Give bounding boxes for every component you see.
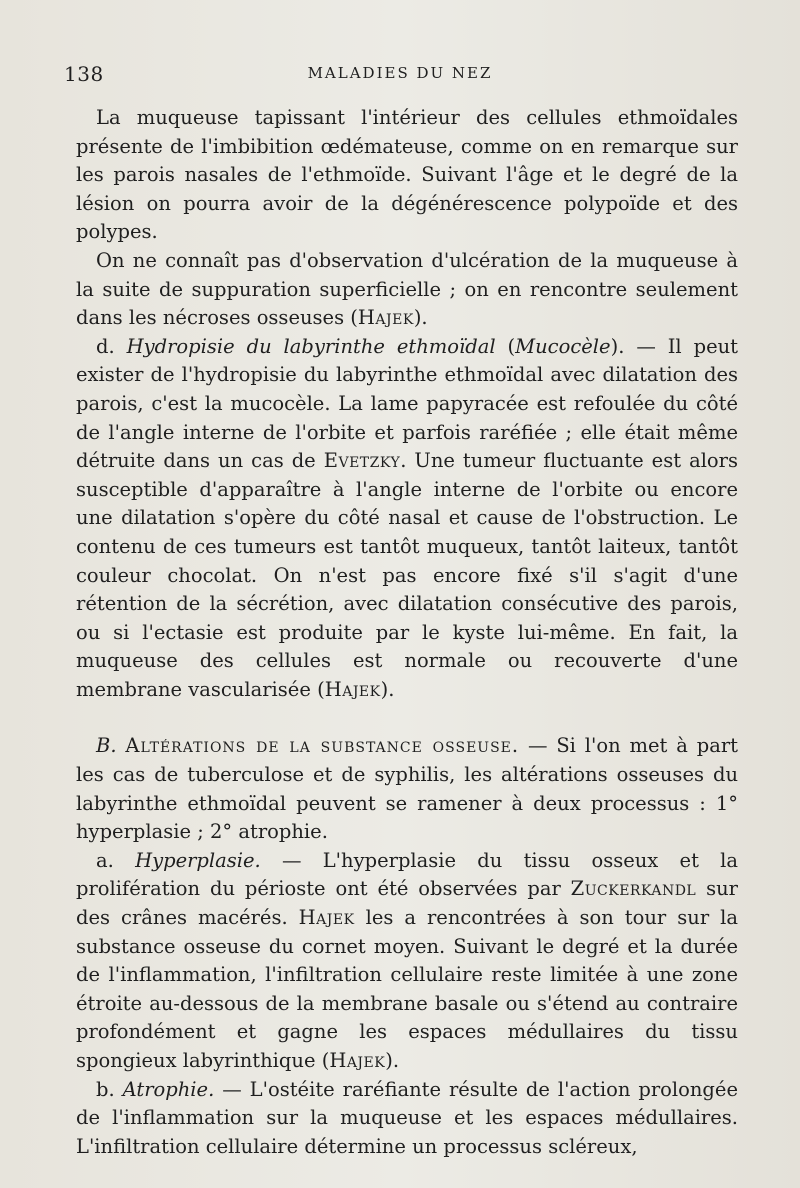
paragraph-mucosa bbox=[76, 104, 738, 247]
item-label: d. bbox=[96, 334, 115, 358]
item-title: Hyperplasie. bbox=[135, 848, 261, 872]
author-name: Hajek bbox=[329, 1049, 386, 1072]
paragraph-text: . Une tumeur fluctuante est alors susceptible d'apparaître à l'angle interne de l'orbite ou encore une dilatation s'opère du côté nasal et cause de l'obstruction. Le contenu de ces tumeurs est tantôt muqueux, tantôt laiteux, tantôt couleur chocolat. On n'est pas encore fixé s'il s'agit d'une rétention de la sécrétion, avec dilatation consécutive des parois, ou si l'ectasie est produite par le kyste lui-même. En fait, la muqueuse des cellules est normale ou recouverte d'une membrane vascularisée ( bbox=[76, 449, 738, 701]
author-name: Hajek bbox=[324, 677, 381, 701]
paragraph-text: ). bbox=[380, 677, 395, 701]
author-name: Zuckerkandl bbox=[570, 877, 697, 901]
page-header bbox=[64, 62, 736, 88]
paragraph-text: — L'ostéite raréfiante résulte de l'action prolongée de l'inflammation sur la muqueuse et les espaces médullaires. L'infiltration cellulaire détermine un processus scléreux, bbox=[76, 1077, 738, 1158]
paragraph-text: ( bbox=[495, 334, 516, 358]
paragraph-text: ). bbox=[385, 1049, 400, 1072]
paragraph-text: ). bbox=[610, 334, 625, 358]
paragraph-ulceration bbox=[76, 247, 738, 333]
author-name: Hajek bbox=[298, 906, 355, 930]
section-label: B. bbox=[96, 734, 117, 758]
paragraph-hyperplasie bbox=[76, 847, 738, 1076]
paragraph-text: — L'hyperplasie du tissu osseux et la prolifération du périoste ont été observées par bbox=[76, 848, 738, 901]
section-spacer bbox=[76, 704, 738, 732]
running-title: MALADIES DU NEZ bbox=[307, 64, 493, 82]
item-title: Hydropisie du labyrinthe ethmoïdal bbox=[126, 334, 496, 358]
item-label: b. bbox=[96, 1077, 115, 1101]
paragraph-hydropisie bbox=[76, 333, 738, 705]
section-title: Altérations de la substance osseuse. bbox=[125, 734, 520, 758]
paragraph-text: sur des crânes macérés. bbox=[76, 877, 738, 930]
author-name: Hajek bbox=[357, 306, 414, 330]
paragraph-text: La muqueuse tapissant l'intérieur des cellules ethmoïdales présente de l'imbibition œdémateuse, comme on en remarque sur les parois nasales de l'ethmoïde. Suivant l'âge et le degré de la lésion on pourra avoir de la dégénérescence polypoïde et des polypes. bbox=[76, 106, 738, 244]
paragraph-text: les a rencontrées à son tour sur la substance osseuse du cornet moyen. Suivant le degré et la durée de l'inflammation, l'infiltration cellulaire reste limitée à une zone étroite au-dessous de la membrane basale ou s'étend au contraire profondément et gagne les espaces médullaires du tissu spongieux labyrinthique ( bbox=[76, 906, 738, 1072]
section-bone-alterations bbox=[76, 732, 738, 846]
paragraph-text: On ne connaît pas d'observation d'ulcération de la muqueuse à la suite de suppuration superficielle ; on en rencontre seulement dans les nécroses osseuses ( bbox=[76, 248, 738, 330]
paragraph-text: ). bbox=[413, 306, 428, 330]
paragraph-text: — Il peut exister de l'hydropisie du labyrinthe ethmoïdal avec dilatation des parois, c'est la mucocèle. La lame papyracée est refoulée du côté de l'angle interne de l'orbite et parfois raréfiée ; elle était même détruite dans un cas de bbox=[76, 334, 739, 473]
item-label: a. bbox=[96, 848, 114, 872]
paragraph-text: — Si l'on met à part les cas de tuberculose et de syphilis, les altérations osseuses du labyrinthe ethmoïdal peuvent se ramener à deux processus : 1° hyperplasie ; 2° atrophie. bbox=[76, 734, 738, 844]
paragraph-atrophie bbox=[76, 1076, 738, 1162]
item-subtitle: Mucocèle bbox=[515, 334, 611, 358]
body-text bbox=[76, 104, 738, 1161]
item-title: Atrophie. bbox=[122, 1077, 215, 1101]
page-number: 138 bbox=[64, 62, 104, 86]
author-name: Evetzky bbox=[323, 449, 401, 473]
